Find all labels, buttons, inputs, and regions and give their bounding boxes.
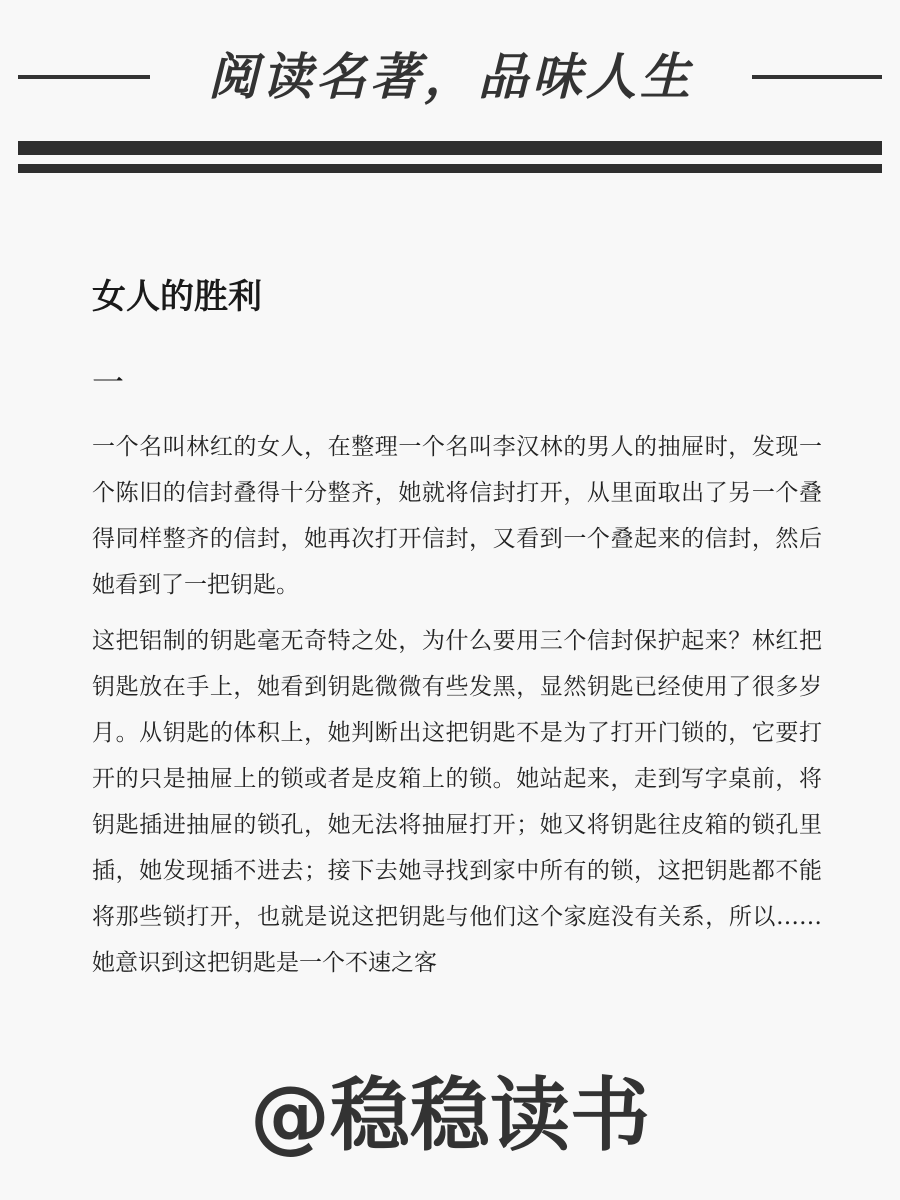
article-body [92,272,822,986]
header-banner [0,42,900,122]
header-title: 阅读名著，品味人生 [208,48,694,106]
article-title: 女人的胜利 [92,277,262,317]
paragraph-2: 这把铝制的钥匙毫无奇特之处，为什么要用三个信封保护起来？林红把钥匙放在手上，她看到钥匙微微有些发黑，显然钥匙已经使用了很多岁月。从钥匙的体积上，她判断出这把钥匙不是为了打开门锁的，它要打开的只是抽屉上的锁或者是皮箱上的锁。她站起来，走到写字桌前，将钥匙插进抽屉的锁孔，她无法将抽屉打开；她又将钥匙往皮箱的锁孔里插，她发现插不进去；接下去她寻找到家中所有的锁，这把钥匙都不能将那些锁打开，也就是说这把钥匙与他们这个家庭没有关系，所以……她意识到这把钥匙是一个不速之客 [92,628,822,976]
paragraph-1: 一个名叫林红的女人，在整理一个名叫李汉林的男人的抽屉时，发现一个陈旧的信封叠得十分整齐，她就将信封打开，从里面取出了另一个叠得同样整齐的信封，她再次打开信封，又看到一个叠起来的信封，然后她看到了一把钥匙。 [92,434,822,598]
header-rule-right [752,75,882,79]
divider-thin [18,164,882,173]
header-rule-left [18,75,150,79]
divider-thick [18,141,882,155]
author-watermark: @稳稳读书 [250,1069,650,1162]
section-number: 一 [92,363,125,401]
